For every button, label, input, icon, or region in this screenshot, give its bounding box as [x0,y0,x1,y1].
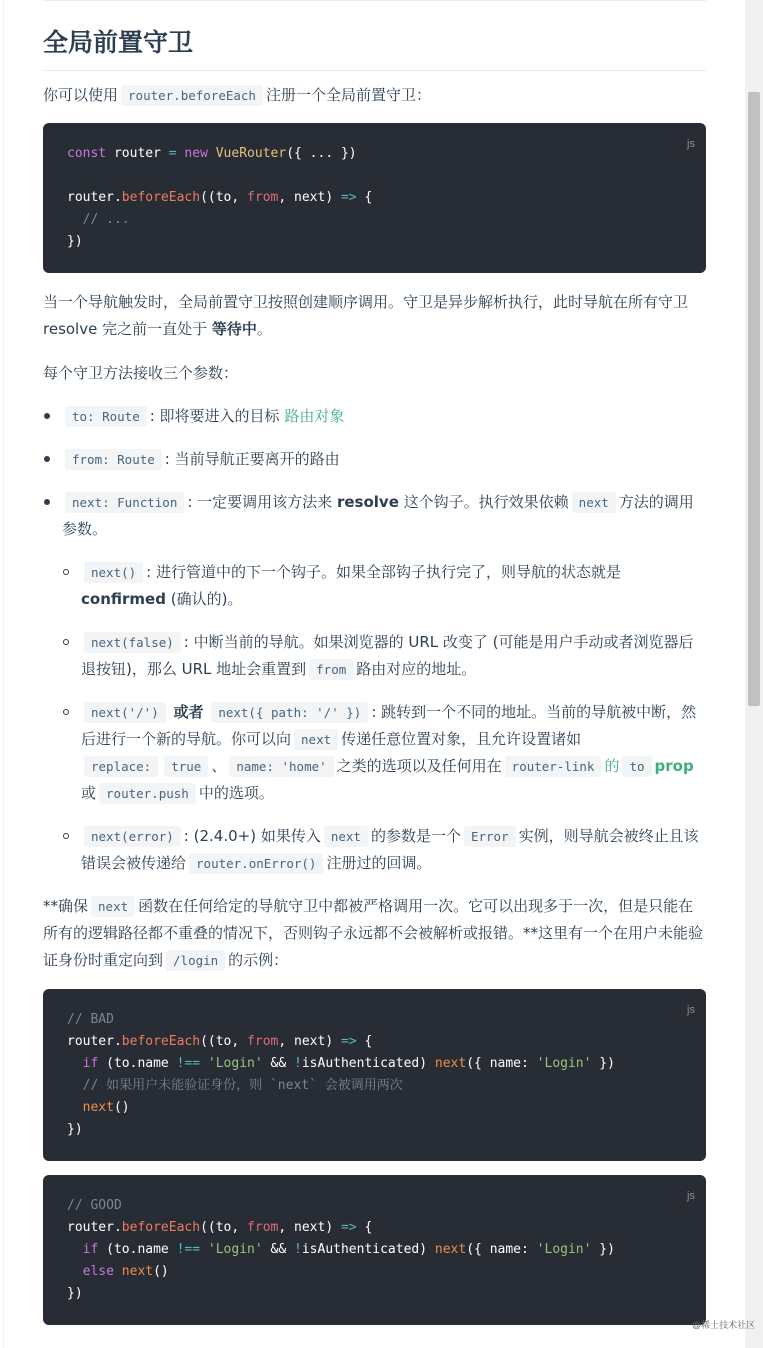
list-item-to: to: Route : 即将要进入的目标 路由对象 [62,403,344,430]
circle-bullet-icon [63,569,69,575]
code-to-2: to [622,756,651,777]
code-lang-label: js [687,1004,695,1016]
list-item-next: next: Function : 一定要调用该方法来 resolve 这个钩子。执行效果依赖 next 方法的调用参数。 [62,493,694,538]
code-next-slash: next('/') [84,702,166,723]
sublist-item-next-false: next(false) : 中断当前的导航。如果浏览器的 URL 改变了 (可能是用户手动或者浏览器后退按钮)，那么 URL 地址会重置到 from 路由对应的地址。 [81,633,694,678]
code-from: from: Route [65,449,162,470]
code-next-4: next [324,826,368,847]
code-true: true [164,756,208,777]
watermark: @稀土技术社区 [692,1320,756,1330]
circle-bullet-icon [63,639,69,645]
code-router-link: router-link [505,756,602,777]
code-next-5: next [91,896,135,917]
code-block-good [43,1175,706,1325]
circle-bullet-icon [63,709,69,715]
vertical-scrollbar[interactable] [745,0,763,1348]
route-object-link[interactable]: 路由对象 [284,407,345,425]
code-next-error: next(error) [84,826,181,847]
intro-text: 你可以使用 [43,86,119,104]
code-replace: replace: [84,756,158,777]
list-item-from: from: Route : 当前导航正要离开的路由 [62,446,340,473]
code-next-false: next(false) [84,632,181,653]
intro-paragraph [43,82,431,109]
code-from-2: from [309,659,353,680]
code-login: /login [166,950,225,971]
code-block-1 [43,123,706,273]
code-next-3: next [294,729,338,750]
code-next: next [572,492,616,513]
scrollbar-thumb[interactable] [748,92,760,706]
code-lines: // GOOD router.beforeEach((to, from, next) => { if (to.name !== 'Login' && !isAuthenticated) next({ name: 'Login' }) else next() }) [67,1198,615,1301]
top-divider [43,0,706,1]
paragraph-nav-trigger: 当一个导航触发时，全局前置守卫按照创建顺序调用。守卫是异步解析执行，此时导航在所有守卫 resolve 完之前一直处于 等待中。 [43,293,689,338]
code-lines: // BAD router.beforeEach((to, from, next) => { if (to.name !== 'Login' && !isAuthenticated) next({ name: 'Login' }) // 如果用户未能验证身份，则 `next` 会被调用两次 next() }) [67,1012,615,1137]
bold-waiting: 等待中 [211,320,257,338]
code-router-push: router.push [99,783,196,804]
paragraph-ensure-next: **确保 next 函数在任何给定的导航守卫中都被严格调用一次。它可以出现多于一次，但是只能在所有的逻辑路径都不重叠的情况下，否则钩子永远都不会被解析或报错。**这里有一个在用户未能验证身份时重定向到 /login 的示例： [43,897,704,969]
sublist-item-next-path: next('/') 或者 next({ path: '/' }) : 跳转到一个不同的地址。当前的导航被中断，然后进行一个新的导航。你可以向 next 传递任意位置对象，且允许设置诸如replace: true 、 name: 'home' 之类的选项以及任何用在 router-link 的 to prop 或 router.push 中的选项。 [81,703,697,802]
sublist-item-next: next() : 进行管道中的下一个钩子。如果全部钩子执行完了，则导航的状态就是 confirmed (确认的)。 [81,563,621,608]
code-lang-label: js [687,1190,695,1202]
circle-bullet-icon [63,833,69,839]
code-block-bad [43,989,706,1161]
code-on-error: router.onError() [189,853,323,874]
code-lines: const router = new VueRouter({ ... }) router.beforeEach((to, from, next) => { // ... }) [67,146,373,249]
code-lang-label: js [687,138,695,150]
code-name-home: name: 'home' [229,756,333,777]
code-next-empty: next() [84,562,143,583]
code-next-fn: next: Function [65,492,184,513]
page-left-border [3,0,4,1348]
code-error: Error [464,826,516,847]
section-heading: 全局前置守卫 [43,24,706,71]
inline-code: router.beforeEach [121,85,263,106]
intro-text-end: 注册一个全局前置守卫： [265,86,431,104]
prop-link[interactable]: prop [654,757,694,775]
code-to: to: Route [65,406,147,427]
bullet-icon [44,413,50,419]
bullet-icon [44,456,50,462]
bullet-icon [44,499,50,505]
sublist-item-next-error: next(error) : (2.4.0+) 如果传入 next 的参数是一个 Error 实例，则导航会被终止且该错误会被传递给 router.onError() 注册过的回调。 [81,827,699,872]
paragraph-params: 每个守卫方法接收三个参数： [43,364,239,382]
router-link-to-prop-link[interactable]: 的 [604,757,620,775]
code-next-path: next({ path: '/' }) [211,702,368,723]
